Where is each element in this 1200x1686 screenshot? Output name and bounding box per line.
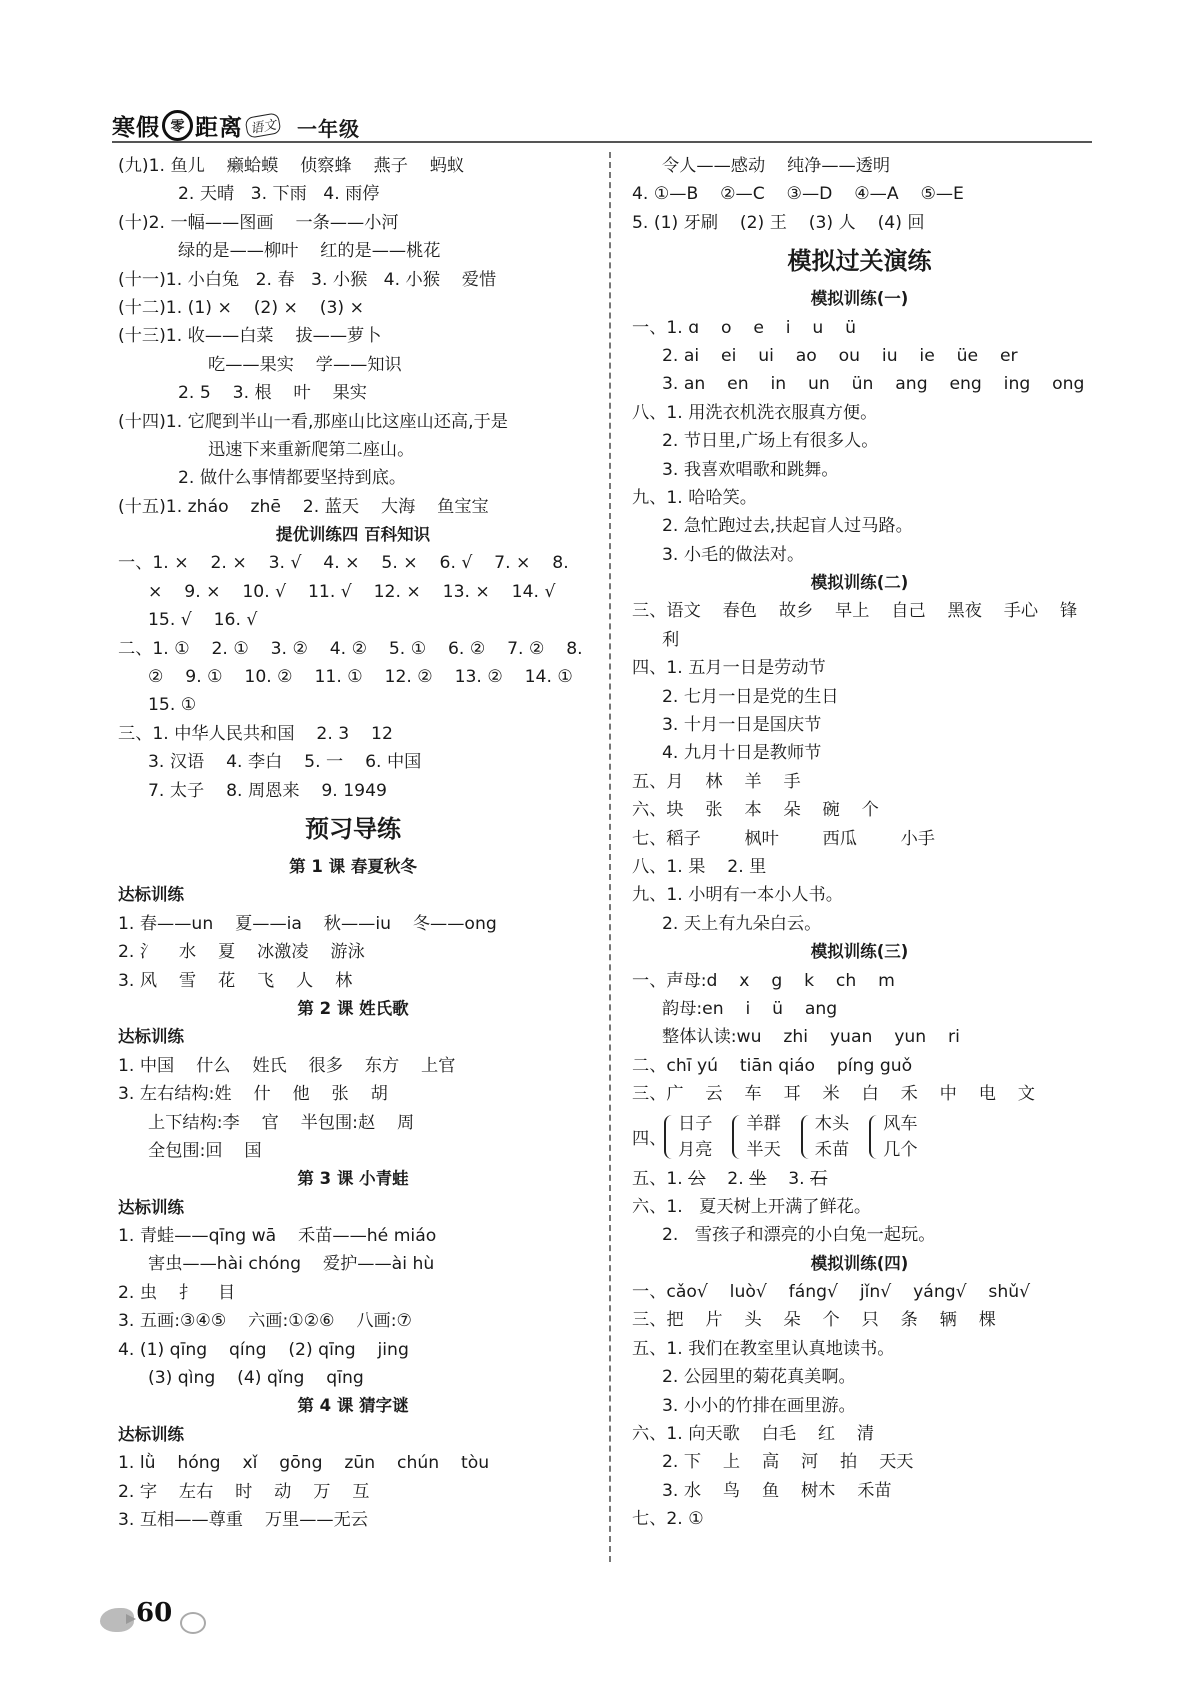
brand-text-post: 距离 xyxy=(195,114,243,141)
answer-line: 2. 做什么事情都要坚持到底。 xyxy=(178,468,407,489)
section-heading: 模拟训练(二) xyxy=(810,573,909,593)
brace-icon xyxy=(664,1115,674,1159)
answer-line: 3. 水 鸟 鱼 树木 禾苗 xyxy=(662,1480,892,1501)
chapter-heading: 预习导练 xyxy=(305,813,401,843)
answer-line: 五、1. 我们在教室里认真地读书。 xyxy=(632,1338,895,1359)
answer-line: 四、1. 五月一日是劳动节 xyxy=(632,658,826,679)
answer-line: 3. 五画:③④⑤ 六画:①②⑥ 八画:⑦ xyxy=(118,1311,412,1332)
section-heading: 模拟训练(四) xyxy=(810,1253,909,1273)
answer-line: 六、块 张 本 朵 碗 个 xyxy=(632,800,879,821)
section-heading: 第 2 课 姓氏歌 xyxy=(297,998,409,1018)
answer-line: 2. ai ei ui ao ou iu ie üe er xyxy=(662,345,1018,366)
answer-line: 五、月 林 羊 手 xyxy=(632,771,801,792)
brace-group xyxy=(664,1111,712,1163)
answer-line: 二、chī yú tiān qiáo píng guǒ xyxy=(632,1055,913,1076)
answer-line: 三、广 云 车 耳 米 白 禾 中 电 文 xyxy=(632,1084,1035,1105)
answer-line: 一、1. ɑ o e i u ü xyxy=(632,317,857,338)
section-heading: 第 1 课 春夏秋冬 xyxy=(289,856,417,876)
answer-line: 绿的是——柳叶 红的是——桃花 xyxy=(178,241,441,262)
answer-line: 2. 雪孩子和漂亮的小白兔一起玩。 xyxy=(662,1225,936,1246)
page-number-badge xyxy=(100,1598,210,1638)
right-column xyxy=(632,152,1087,1534)
answer-line: 三、1. 中华人民共和国 2. 3 12 xyxy=(118,723,393,744)
brace-icon xyxy=(732,1115,742,1159)
answer-line: 15. √ 16. √ xyxy=(148,610,258,631)
answer-line: 1. 春——un 夏——ia 秋——iu 冬——ong xyxy=(118,913,497,934)
answer-line: 全包围:回 国 xyxy=(148,1140,262,1161)
answer-line: 韵母:en i ü ang xyxy=(662,998,838,1019)
answer-line: 2. 节日里,广场上有很多人。 xyxy=(662,431,879,452)
brace-answer-row xyxy=(632,1109,1087,1165)
exercise-label: 达标训练 xyxy=(118,1424,184,1444)
answer-line: 2. 5 3. 根 叶 果实 xyxy=(178,383,367,404)
brace-icon xyxy=(869,1115,879,1159)
answer-line: (十一)1. 小白兔 2. 春 3. 小猴 4. 小猴 爱惜 xyxy=(118,269,497,290)
answer-line: 利 xyxy=(662,629,680,650)
answer-line: 2. 急忙跑过去,扶起盲人过马路。 xyxy=(662,516,913,537)
answer-line: 3. an en in un ün ang eng ing ong xyxy=(662,374,1085,395)
answer-line: 4. (1) qīng qíng (2) qīng jing xyxy=(118,1339,409,1360)
exercise-label: 达标训练 xyxy=(118,1027,184,1047)
brace-items xyxy=(678,1111,712,1163)
struck-sep: 3. xyxy=(766,1168,811,1189)
answer-line: 八、1. 用洗衣机洗衣服真方便。 xyxy=(632,402,878,423)
answer-line: 4. ①—B ②—C ③—D ④—A ⑤—E xyxy=(632,184,964,205)
answer-line: 3. 风 雪 花 飞 人 林 xyxy=(118,970,353,991)
answer-line: 1. 青蛙——qīng wā 禾苗——hé miáo xyxy=(118,1226,437,1247)
answer-line: (十二)1. (1) × (2) × (3) × xyxy=(118,297,364,318)
right-column-bottom xyxy=(632,1193,1087,1534)
answer-line: 吃——果实 学——知识 xyxy=(208,354,402,375)
section-heading: 提优训练四 百科知识 xyxy=(275,525,431,545)
section-heading: 模拟训练(三) xyxy=(810,942,909,962)
answer-line: 3. 汉语 4. 李白 5. 一 6. 中国 xyxy=(148,752,422,773)
answer-line: 2. 虫 扌 目 xyxy=(118,1282,236,1303)
chapter-heading: 模拟过关演练 xyxy=(787,246,932,276)
answer-line: × 9. × 10. √ 11. √ 12. × 13. × 14. √ xyxy=(148,581,556,602)
header-rule xyxy=(112,141,1092,143)
brand-logo xyxy=(112,109,280,142)
answer-line: 1. 中国 什么 姓氏 很多 东方 上官 xyxy=(118,1055,456,1076)
answer-line: 迅速下来重新爬第二座山。 xyxy=(208,439,415,460)
column-divider xyxy=(609,152,611,1562)
brace-items xyxy=(746,1111,780,1163)
brace-item: 羊群 xyxy=(746,1113,781,1134)
answer-line: 一、1. × 2. × 3. √ 4. × 5. × 6. √ 7. × 8. xyxy=(118,553,569,574)
answer-line: 上下结构:李 官 半包围:赵 周 xyxy=(148,1112,415,1133)
brace-item: 月亮 xyxy=(678,1139,713,1160)
subject-tag: 语文 xyxy=(244,112,281,139)
brace-item: 日子 xyxy=(678,1113,713,1134)
answer-line: 7. 太子 8. 周恩来 9. 1949 xyxy=(148,780,387,801)
brand-badge: 零 xyxy=(162,110,193,141)
page-number: 60 xyxy=(136,1598,173,1628)
answer-line: (3) qìng (4) qǐng qīng xyxy=(148,1368,364,1389)
answer-line-struck xyxy=(632,1165,1087,1193)
struck-prefix: 五、1. xyxy=(632,1168,689,1189)
answer-line: 八、1. 果 2. 里 xyxy=(632,856,767,877)
answer-line: 3. 互相——尊重 万里——无云 xyxy=(118,1509,368,1530)
answer-line: 三、把 片 头 朵 个 只 条 辆 棵 xyxy=(632,1310,996,1331)
exercise-label: 达标训练 xyxy=(118,1197,184,1217)
brace-group xyxy=(869,1111,917,1163)
answer-line: 三、语文 春色 故乡 早上 自己 黑夜 手心 锋 xyxy=(632,601,1078,622)
brace-items xyxy=(815,1111,849,1163)
struck-sep: 2. xyxy=(705,1168,750,1189)
answer-line: 1. lǜ hóng xǐ gōng zūn chún tòu xyxy=(118,1453,490,1474)
answer-line: 二、1. ① 2. ① 3. ② 4. ② 5. ① 6. ② 7. ② 8. xyxy=(118,638,583,659)
section-heading: 模拟训练(一) xyxy=(810,289,909,309)
section-heading: 第 3 课 小青蛙 xyxy=(297,1169,409,1189)
answer-line: 九、1. 哈哈笑。 xyxy=(632,487,757,508)
answer-line: 七、2. ① xyxy=(632,1509,704,1530)
answer-line: (十四)1. 它爬到半山一看,那座山比这座山还高,于是 xyxy=(118,411,508,432)
bubble-icon xyxy=(180,1612,206,1634)
page-header xyxy=(112,105,1092,143)
brace-item: 禾苗 xyxy=(814,1139,850,1160)
brace-items xyxy=(883,1111,917,1163)
answer-line: (十三)1. 收——白菜 拔——萝卜 xyxy=(118,326,382,347)
answer-line: 15. ① xyxy=(148,695,197,716)
answer-line: 2. 天上有九朵白云。 xyxy=(662,913,822,934)
bird-icon xyxy=(100,1608,134,1632)
brand-text-pre: 寒假 xyxy=(112,114,160,141)
answer-line: 九、1. 小明有一本小人书。 xyxy=(632,885,843,906)
answer-line: 3. 小毛的做法对。 xyxy=(662,544,805,565)
answer-line: 2. 字 左右 时 动 万 互 xyxy=(118,1481,370,1502)
brace-item: 风车 xyxy=(883,1113,918,1134)
answer-line: 3. 左右结构:姓 什 他 张 胡 xyxy=(118,1084,388,1105)
brace-item: 几个 xyxy=(883,1139,918,1160)
left-column xyxy=(118,152,588,1534)
answer-line: 整体认读:wu zhi yuan yun ri xyxy=(662,1027,960,1048)
answer-line: 七、稻子 枫叶 西瓜 小手 xyxy=(632,828,935,849)
answer-line: 3. 我喜欢唱歌和跳舞。 xyxy=(662,459,839,480)
brace-item: 木头 xyxy=(814,1113,850,1134)
struck-char: 公 xyxy=(688,1168,706,1189)
answer-line: (十五)1. zháo zhē 2. 蓝天 大海 鱼宝宝 xyxy=(118,496,489,517)
answer-line: 3. 小小的竹排在画里游。 xyxy=(662,1395,856,1416)
answer-line: 2. 公园里的菊花真美啊。 xyxy=(662,1367,856,1388)
answer-line: 害虫——hài chóng 爱护——ài hù xyxy=(148,1254,435,1275)
struck-char: 坐 xyxy=(749,1168,767,1189)
brace-icon xyxy=(801,1115,811,1159)
answer-line: (九)1. 鱼儿 癞蛤蟆 侦察蜂 燕子 蚂蚁 xyxy=(118,156,465,176)
brace-group xyxy=(801,1111,849,1163)
struck-char: 石 xyxy=(810,1168,828,1189)
answer-line: 六、1. 夏天树上开满了鲜花。 xyxy=(632,1196,872,1217)
brace-item: 半天 xyxy=(746,1139,781,1160)
answer-line: 令人——感动 纯净——透明 xyxy=(662,156,891,176)
answer-line: 3. 十月一日是国庆节 xyxy=(662,715,822,736)
answer-line: 4. 九月十日是教师节 xyxy=(662,743,822,764)
exercise-label: 达标训练 xyxy=(118,885,184,905)
brace-row-label: 四、 xyxy=(632,1129,667,1149)
answer-line: 2. 氵 水 夏 冰激凌 游泳 xyxy=(118,942,365,963)
section-heading: 第 4 课 猜字谜 xyxy=(297,1396,409,1416)
answer-line: (十)2. 一幅——图画 一条——小河 xyxy=(118,212,399,233)
answer-line: 2. 下 上 高 河 拍 天天 xyxy=(662,1452,914,1473)
answer-line: ② 9. ① 10. ② 11. ① 12. ② 13. ② 14. ① xyxy=(148,667,573,688)
answer-line: 一、声母:d x g k ch m xyxy=(632,970,895,991)
brace-group xyxy=(732,1111,780,1163)
right-column-top xyxy=(632,152,1087,1109)
answer-line: 2. 七月一日是党的生日 xyxy=(662,686,839,707)
grade-label: 一年级 xyxy=(297,117,360,141)
answer-line: 2. 天晴 3. 下雨 4. 雨停 xyxy=(178,184,380,205)
answer-line: 六、1. 向天歌 白毛 红 清 xyxy=(632,1424,875,1445)
answer-line: 一、cǎo√ luò√ fáng√ jǐn√ yáng√ shǔ√ xyxy=(632,1282,1031,1303)
answer-line: 5. (1) 牙刷 (2) 王 (3) 人 (4) 回 xyxy=(632,212,925,233)
